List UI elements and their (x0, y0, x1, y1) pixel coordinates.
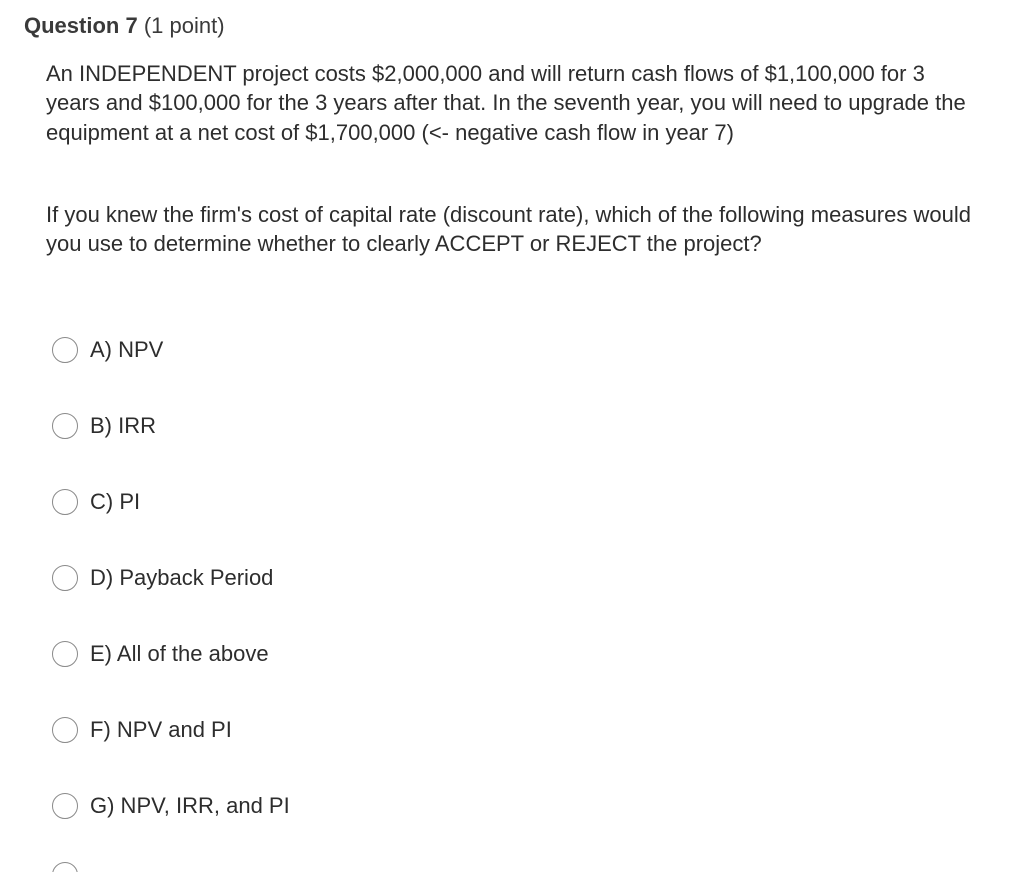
option-h-partial[interactable] (52, 860, 78, 872)
option-label: D) Payback Period (90, 565, 274, 590)
radio-button[interactable] (52, 565, 78, 591)
radio-button[interactable] (52, 641, 78, 667)
radio-button[interactable] (52, 862, 78, 872)
question-stem-paragraph-2: If you knew the firm's cost of capital rate (discount rate), which of the following measures would you use to determine whether to clearly ACCEPT or REJECT the project? (46, 202, 971, 257)
option-b[interactable] (52, 411, 156, 441)
radio-button[interactable] (52, 793, 78, 819)
radio-button[interactable] (52, 489, 78, 515)
option-label: E) All of the above (90, 641, 269, 666)
question-number: Question 7 (24, 13, 138, 38)
radio-button[interactable] (52, 337, 78, 363)
option-f[interactable] (52, 715, 232, 745)
option-label: C) PI (90, 489, 141, 514)
radio-button[interactable] (52, 717, 78, 743)
option-label: A) NPV (90, 337, 164, 362)
option-a[interactable] (52, 335, 163, 365)
radio-button[interactable] (52, 413, 78, 439)
option-label: F) NPV and PI (90, 717, 232, 742)
option-d[interactable] (52, 563, 273, 593)
option-c[interactable] (52, 487, 140, 517)
option-label: G) NPV, IRR, and PI (90, 793, 290, 818)
question-points: (1 point) (143, 13, 225, 38)
option-g[interactable] (52, 791, 290, 821)
question-stem-paragraph-1: An INDEPENDENT project costs $2,000,000 and will return cash flows of $1,100,000 for 3 years and $100,000 for the 3 years after that. In the seventh year, you will need to upgrade the equipment at a net cost of $1,700,000 (<- negative cash flow in year 7) (46, 61, 966, 145)
option-e[interactable] (52, 639, 269, 669)
option-label: B) IRR (90, 413, 156, 438)
